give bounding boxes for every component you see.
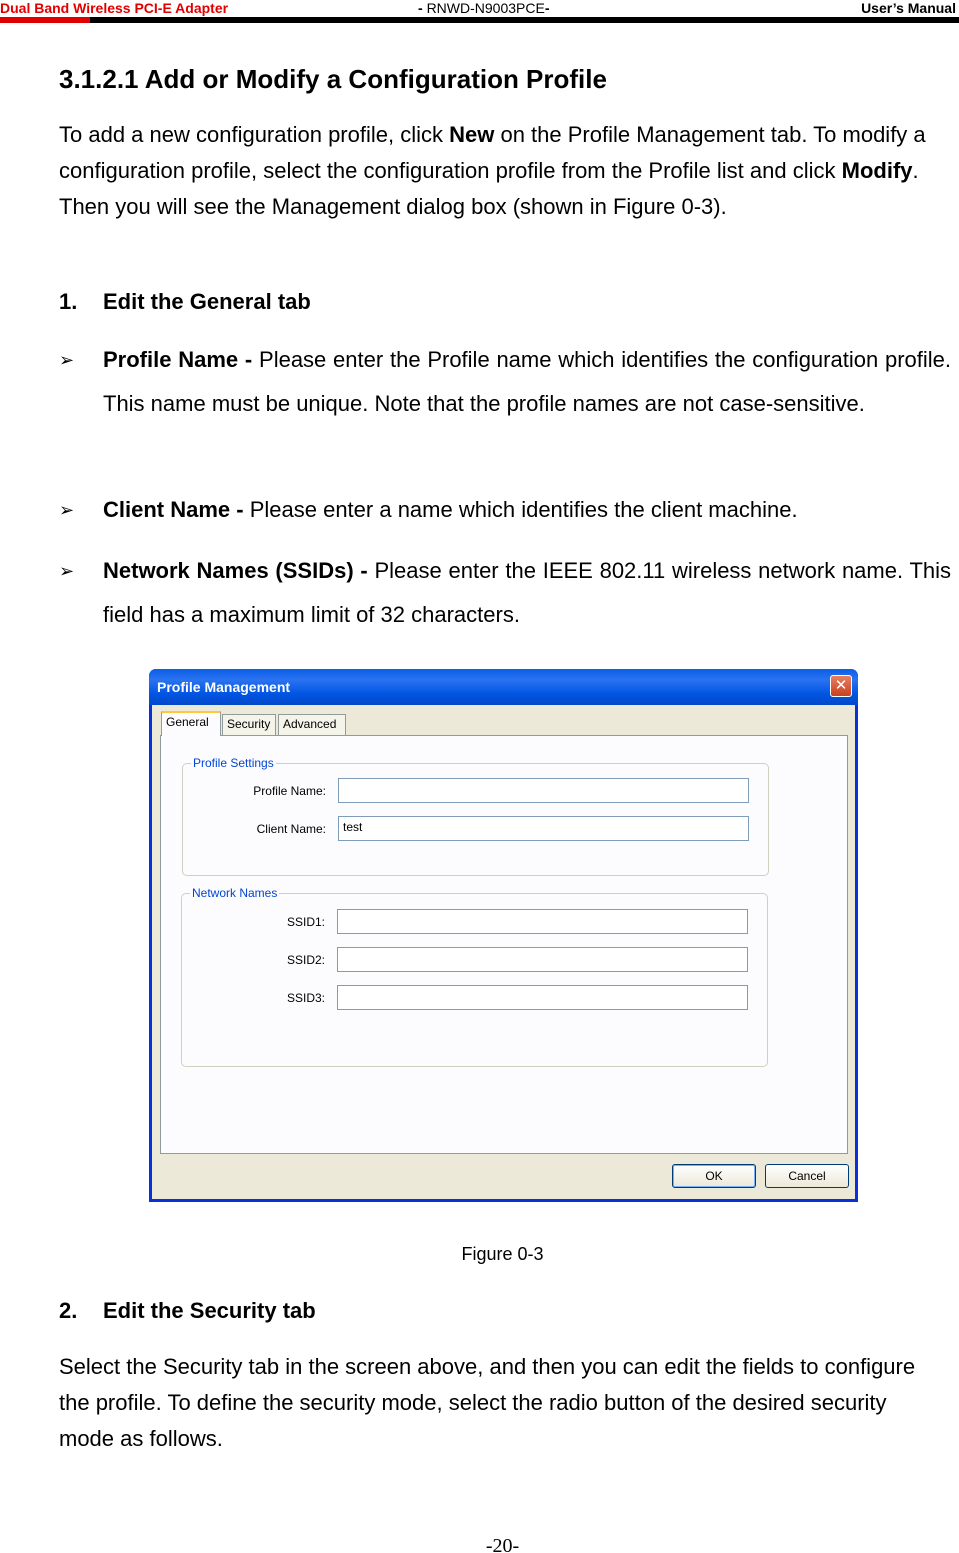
dialog-titlebar[interactable] xyxy=(149,669,858,705)
page-number: -20- xyxy=(485,1535,520,1553)
profile-management-dialog xyxy=(149,669,858,1202)
header-rule-accent xyxy=(0,17,90,23)
tab-general[interactable]: General xyxy=(161,711,221,736)
ssid3-label: SSID3: xyxy=(286,991,325,1005)
header-model: - RNWD-N9003PCE- xyxy=(418,0,550,16)
bullet-client-name: ➢ Client Name - Please enter a name which identifies the client machine. xyxy=(59,488,951,532)
arrow-bullet-icon: ➢ xyxy=(59,350,75,370)
profile-name-input[interactable] xyxy=(338,778,749,803)
header-manual: User’s Manual xyxy=(861,0,956,16)
ssid2-label: SSID2: xyxy=(286,953,325,967)
tab-security[interactable]: Security xyxy=(222,714,276,735)
page-header xyxy=(0,0,959,24)
intro-paragraph: To add a new configuration profile, click New on the Profile Management tab. To modify a configuration profile, select the configuration profile from the Profile list and click Modify. Then you will see the Management dialog box (shown in Figure 0-3). xyxy=(59,122,926,219)
arrow-bullet-icon: ➢ xyxy=(59,500,75,520)
general-tab-panel xyxy=(160,735,848,1154)
step-2-heading: 2. Edit the Security tab xyxy=(59,1298,316,1323)
section-title: 3.1.2.1 Add or Modify a Configuration Profile xyxy=(59,64,607,94)
header-rule xyxy=(0,17,959,23)
ok-button[interactable]: OK xyxy=(672,1164,756,1188)
network-names-group xyxy=(181,886,768,1067)
tab-advanced[interactable]: Advanced xyxy=(278,714,346,735)
header-product: Dual Band Wireless PCI-E Adapter xyxy=(0,0,229,16)
dialog-title: Profile Management xyxy=(157,679,291,695)
ssid3-input[interactable] xyxy=(337,985,748,1010)
cancel-button[interactable]: Cancel xyxy=(765,1164,849,1188)
client-name-input[interactable]: test xyxy=(338,816,749,841)
arrow-bullet-icon: ➢ xyxy=(59,561,75,581)
ssid1-input[interactable] xyxy=(337,909,748,934)
close-icon[interactable]: ✕ xyxy=(830,675,852,697)
ssid2-input[interactable] xyxy=(337,947,748,972)
profile-name-label: Profile Name: xyxy=(253,784,326,798)
bullet-network-names: ➢ Network Names (SSIDs) - Please enter the IEEE 802.11 wireless network name. This field has a maximum limit of 32 characters. xyxy=(59,549,951,637)
profile-settings-legend: Profile Settings xyxy=(193,756,274,770)
ssid1-label: SSID1: xyxy=(286,915,325,929)
network-names-legend: Network Names xyxy=(192,886,278,900)
client-name-label: Client Name: xyxy=(256,822,326,836)
bullet-profile-name: ➢ Profile Name - Please enter the Profile name which identifies the configuration profile. This name must be unique. Note that the profile names are not case-sensitive. xyxy=(59,338,951,426)
profile-settings-group xyxy=(182,756,769,876)
figure-caption: Figure 0-3 xyxy=(461,1244,544,1264)
security-paragraph: Select the Security tab in the screen above, and then you can edit the fields to configure the profile. To define the security mode, select the radio button of the desired security mode as follows. xyxy=(59,1354,916,1451)
step-1-heading: 1. Edit the General tab xyxy=(59,289,311,314)
